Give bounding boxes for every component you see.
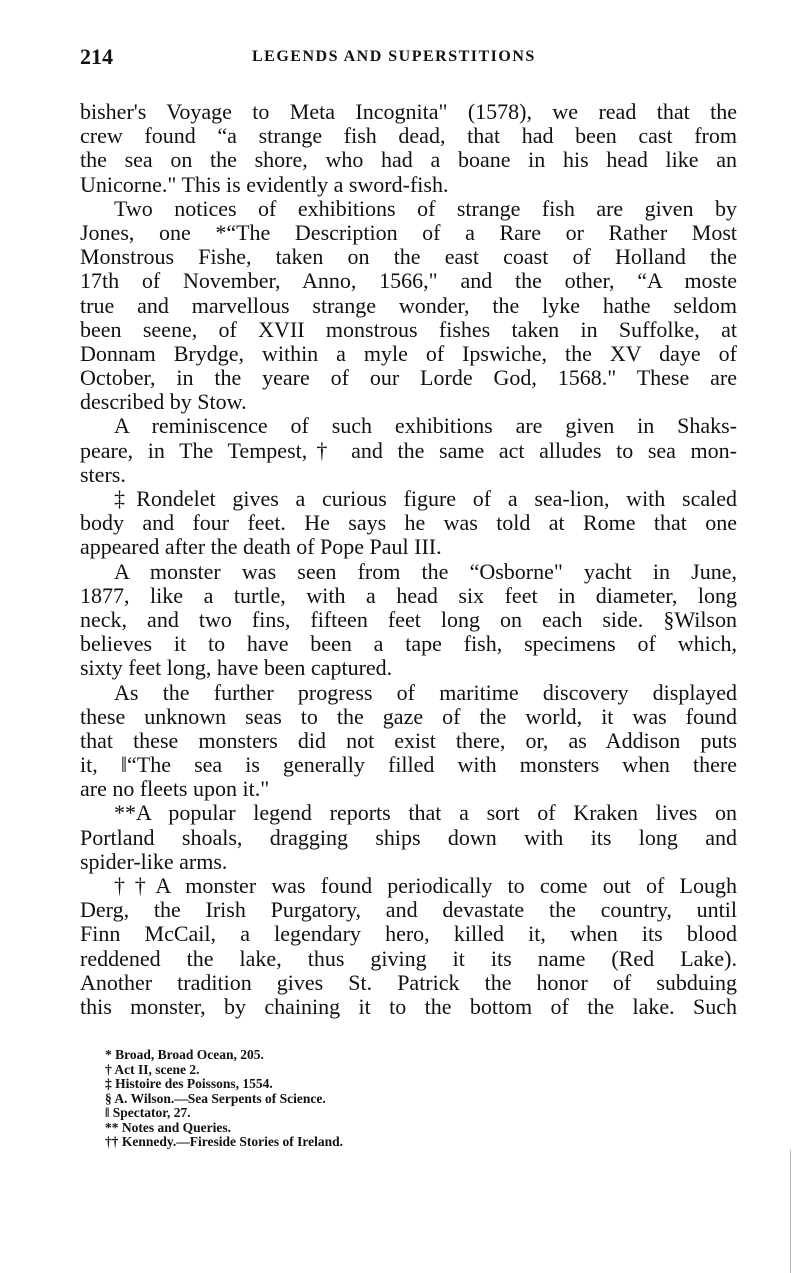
text-line: peare, in The Tempest,† and the same act alludes to sea mon-: [80, 437, 737, 463]
text-line: reddened the lake, thus giving it its name (Red Lake).: [80, 945, 737, 971]
page-header: [80, 44, 740, 74]
body-text: [80, 100, 737, 1019]
page-edge: [790, 1150, 791, 1273]
running-title: LEGENDS AND SUPERSTITIONS: [252, 48, 536, 65]
footnote: ‖ Spectator, 27.: [105, 1105, 191, 1120]
footnote: § A. Wilson.—Sea Serpents of Science.: [105, 1090, 326, 1106]
text-line: this monster, by chaining it to the bottom of the lake. Such: [80, 993, 737, 1019]
text-line: Portland shoals, dragging ships down with its long and: [80, 824, 737, 850]
text-line: ††A monster was found periodically to come out of Lough: [114, 873, 737, 898]
text-line: **A popular legend reports that a sort of Kraken lives on: [114, 800, 737, 826]
text-line: it, ‖“The sea is generally filled with monsters when there: [80, 752, 737, 778]
text-line: Finn McCail, a legendary hero, killed it, when its blood: [80, 921, 737, 947]
text-line: Donnam Brydge, within a myle of Ipswiche, the XV daye of: [80, 340, 737, 366]
text-line: described by Stow.: [80, 389, 247, 415]
text-line: sixty feet long, have been captured.: [80, 655, 393, 681]
text-line: As the further progress of maritime discovery displayed: [114, 679, 737, 705]
text-line: neck, and two fins, fifteen feet long on each side. §Wilson: [80, 606, 737, 632]
footnotes: [105, 1048, 505, 1150]
text-line: 1877, like a turtle, with a head six feet in diameter, long: [80, 582, 737, 608]
text-line: Jones, one *“The Description of a Rare or Rather Most: [80, 219, 737, 245]
text-line: these unknown seas to the gaze of the world, it was found: [80, 703, 737, 729]
text-line: appeared after the death of Pope Paul III.: [80, 534, 442, 560]
text-line: that these monsters did not exist there, or, as Addison puts: [80, 727, 737, 753]
text-line: sters.: [80, 461, 126, 487]
text-line: true and marvellous strange wonder, the lyke hathe seldom: [80, 292, 737, 318]
footnote: ‡ Histoire des Poissons, 1554.: [105, 1076, 273, 1091]
text-line: crew found “a strange fish dead, that had been cast from: [80, 123, 737, 149]
footnote: ** Notes and Queries.: [105, 1119, 231, 1135]
text-line: believes it to have been a tape fish, specimens of which,: [80, 631, 737, 657]
text-line: A reminiscence of such exhibitions are given in Shaks-: [114, 413, 737, 439]
footnote: † Act II, scene 2.: [105, 1061, 200, 1077]
page-number: 214: [80, 44, 113, 69]
text-line: body and four feet. He says he was told at Rome that one: [80, 510, 737, 536]
text-line: been seene, of XVII monstrous fishes taken in Suffolke, at: [80, 316, 737, 342]
text-line: bisher's Voyage to Meta Incognita" (1578), we read that the: [80, 99, 737, 124]
footnote: †† Kennedy.—Fireside Stories of Ireland.: [105, 1134, 344, 1149]
text-line: Derg, the Irish Purgatory, and devastate the country, until: [80, 897, 737, 923]
text-line: Monstrous Fishe, taken on the east coast of Holland the: [80, 244, 737, 270]
text-line: October, in the yeare of our Lorde God, 1568." These are: [80, 365, 737, 391]
text-line: are no fleets upon it.": [80, 776, 270, 802]
text-line: ‡Rondelet gives a curious figure of a sea-lion, with scaled: [114, 486, 737, 511]
text-line: A monster was seen from the “Osborne" yacht in June,: [114, 558, 737, 584]
text-line: Another tradition gives St. Patrick the honor of subduing: [80, 969, 737, 995]
footnote: * Broad, Broad Ocean, 205.: [105, 1047, 264, 1062]
text-line: Two notices of exhibitions of strange fish are given by: [114, 195, 737, 221]
text-line: Unicorne." This is evidently a sword-fish.: [80, 171, 449, 197]
text-line: spider-like arms.: [80, 848, 228, 874]
text-line: 17th of November, Anno, 1566," and the other, “A moste: [80, 268, 737, 294]
text-line: the sea on the shore, who had a boane in his head like an: [80, 147, 737, 173]
